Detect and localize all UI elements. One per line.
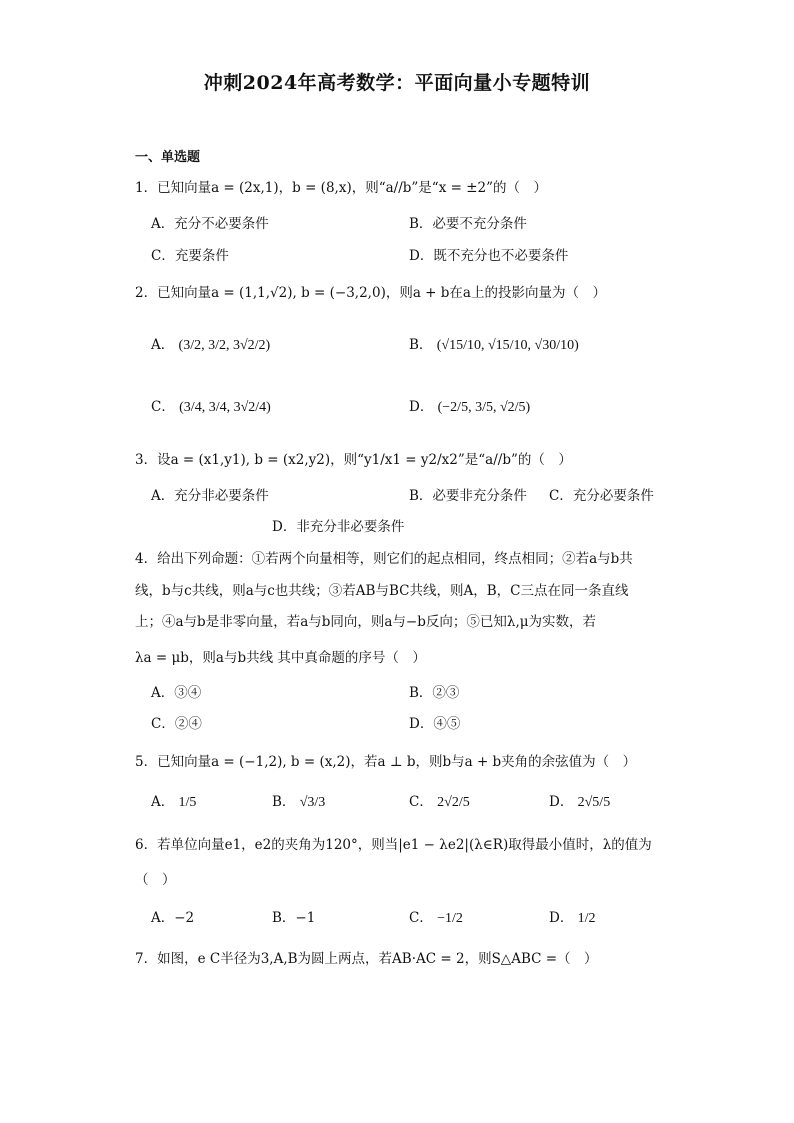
page-title: 冲刺2024年高考数学：平面向量小专题特训 (203, 72, 591, 94)
option-value: (−2/5, 3/5, √2/5) (437, 400, 531, 415)
question-3-option-a: A．充分非必要条件 (151, 488, 269, 504)
option-label: D． (409, 399, 434, 415)
option-label: B． (409, 337, 433, 353)
question-5-option-a (151, 790, 196, 811)
question-4-line-4: λa = μb，则a与b共线 其中真命题的序号（ ） (135, 650, 426, 666)
question-3-option-d: D．非充分非必要条件 (272, 519, 405, 535)
question-4-line-2: 线，b与c共线，则a与c也共线；③若AB与BC共线，则A，B，C三点在同一条直线 (135, 583, 629, 599)
question-2-option-c (151, 395, 271, 416)
option-value: 2√5/5 (577, 795, 611, 810)
question-4-option-c: C．②④ (151, 716, 202, 732)
option-value: 1/5 (178, 795, 197, 810)
question-6-stem: 6．若单位向量e1，e2的夹角为120°，则当|e1 − λe2|(λ∈R)取得最小值时，λ的值为 (135, 837, 652, 853)
question-2-option-b (409, 333, 579, 354)
option-value: 1/2 (577, 911, 596, 926)
option-value: 2√2/5 (437, 795, 470, 810)
option-value: (3/2, 3/2, 3√2/2) (178, 338, 271, 353)
question-4-line-3: 上；④a与b是非零向量，若a与b同向，则a与−b反向；⑤已知λ,μ为实数，若 (135, 614, 597, 630)
option-label: C． (409, 910, 433, 926)
question-1-option-b: B．必要不充分条件 (409, 216, 527, 232)
question-5-option-c (409, 790, 470, 811)
question-5-option-d (549, 790, 610, 811)
question-7-stem: 7．如图，e C半径为3,A,B为圆上两点，若AB·AC = 2，则S△ABC =（ ） (135, 951, 598, 967)
section-heading: 一、单选题 (135, 150, 201, 165)
question-4-option-a: A．③④ (151, 685, 202, 701)
option-label: A． (151, 794, 175, 810)
option-value: √3/3 (299, 795, 326, 810)
question-6-stem-continued: （ ） (135, 872, 176, 888)
question-1-stem: 1．已知向量a = (2x,1)，b = (8,x)，则“a//b”是“x = ±2”的（ ） (135, 180, 548, 196)
question-4-option-b: B．②③ (409, 685, 460, 701)
option-label: B． (272, 794, 296, 810)
question-2-option-d (409, 395, 530, 416)
option-value: −1/2 (437, 911, 463, 926)
question-3-stem: 3．设a = (x1,y1), b = (x2,y2)，则“y1/x1 = y2/x2”是“a//b”的（ ） (135, 452, 572, 468)
question-4-option-d: D．④⑤ (409, 716, 461, 732)
option-label: C． (409, 794, 433, 810)
option-label: C． (151, 399, 175, 415)
question-6-option-a: A．−2 (151, 910, 195, 926)
option-label: D． (549, 794, 574, 810)
question-2-stem: 2．已知向量a = (1,1,√2), b = (−3,2,0)，则a + b在a上的投影向量为（ ） (135, 285, 606, 301)
question-3-option-b: B．必要非充分条件 (409, 488, 527, 504)
option-value: (3/4, 3/4, 3√2/4) (179, 400, 271, 415)
option-label: D． (549, 910, 574, 926)
question-4-line-1: 4．给出下列命题：①若两个向量相等，则它们的起点相同，终点相同；②若a与b共 (135, 551, 633, 567)
question-6-option-d (549, 906, 596, 927)
option-label: A． (151, 337, 175, 353)
question-5-option-b (272, 790, 325, 811)
option-value: (√15/10, √15/10, √30/10) (436, 338, 579, 353)
question-2-option-a (151, 333, 270, 354)
question-1-option-a: A．充分不必要条件 (151, 216, 269, 232)
question-6-option-b: B．−1 (272, 910, 316, 926)
question-3-option-c: C．充分必要条件 (549, 488, 654, 504)
question-1-option-d: D．既不充分也不必要条件 (409, 248, 569, 264)
question-1-option-c: C．充要条件 (151, 248, 229, 264)
question-6-option-c (409, 906, 463, 927)
question-5-stem: 5．已知向量a = (−1,2), b = (x,2)，若a ⊥ b，则b与a + b夹角的余弦值为（ ） (135, 754, 637, 770)
